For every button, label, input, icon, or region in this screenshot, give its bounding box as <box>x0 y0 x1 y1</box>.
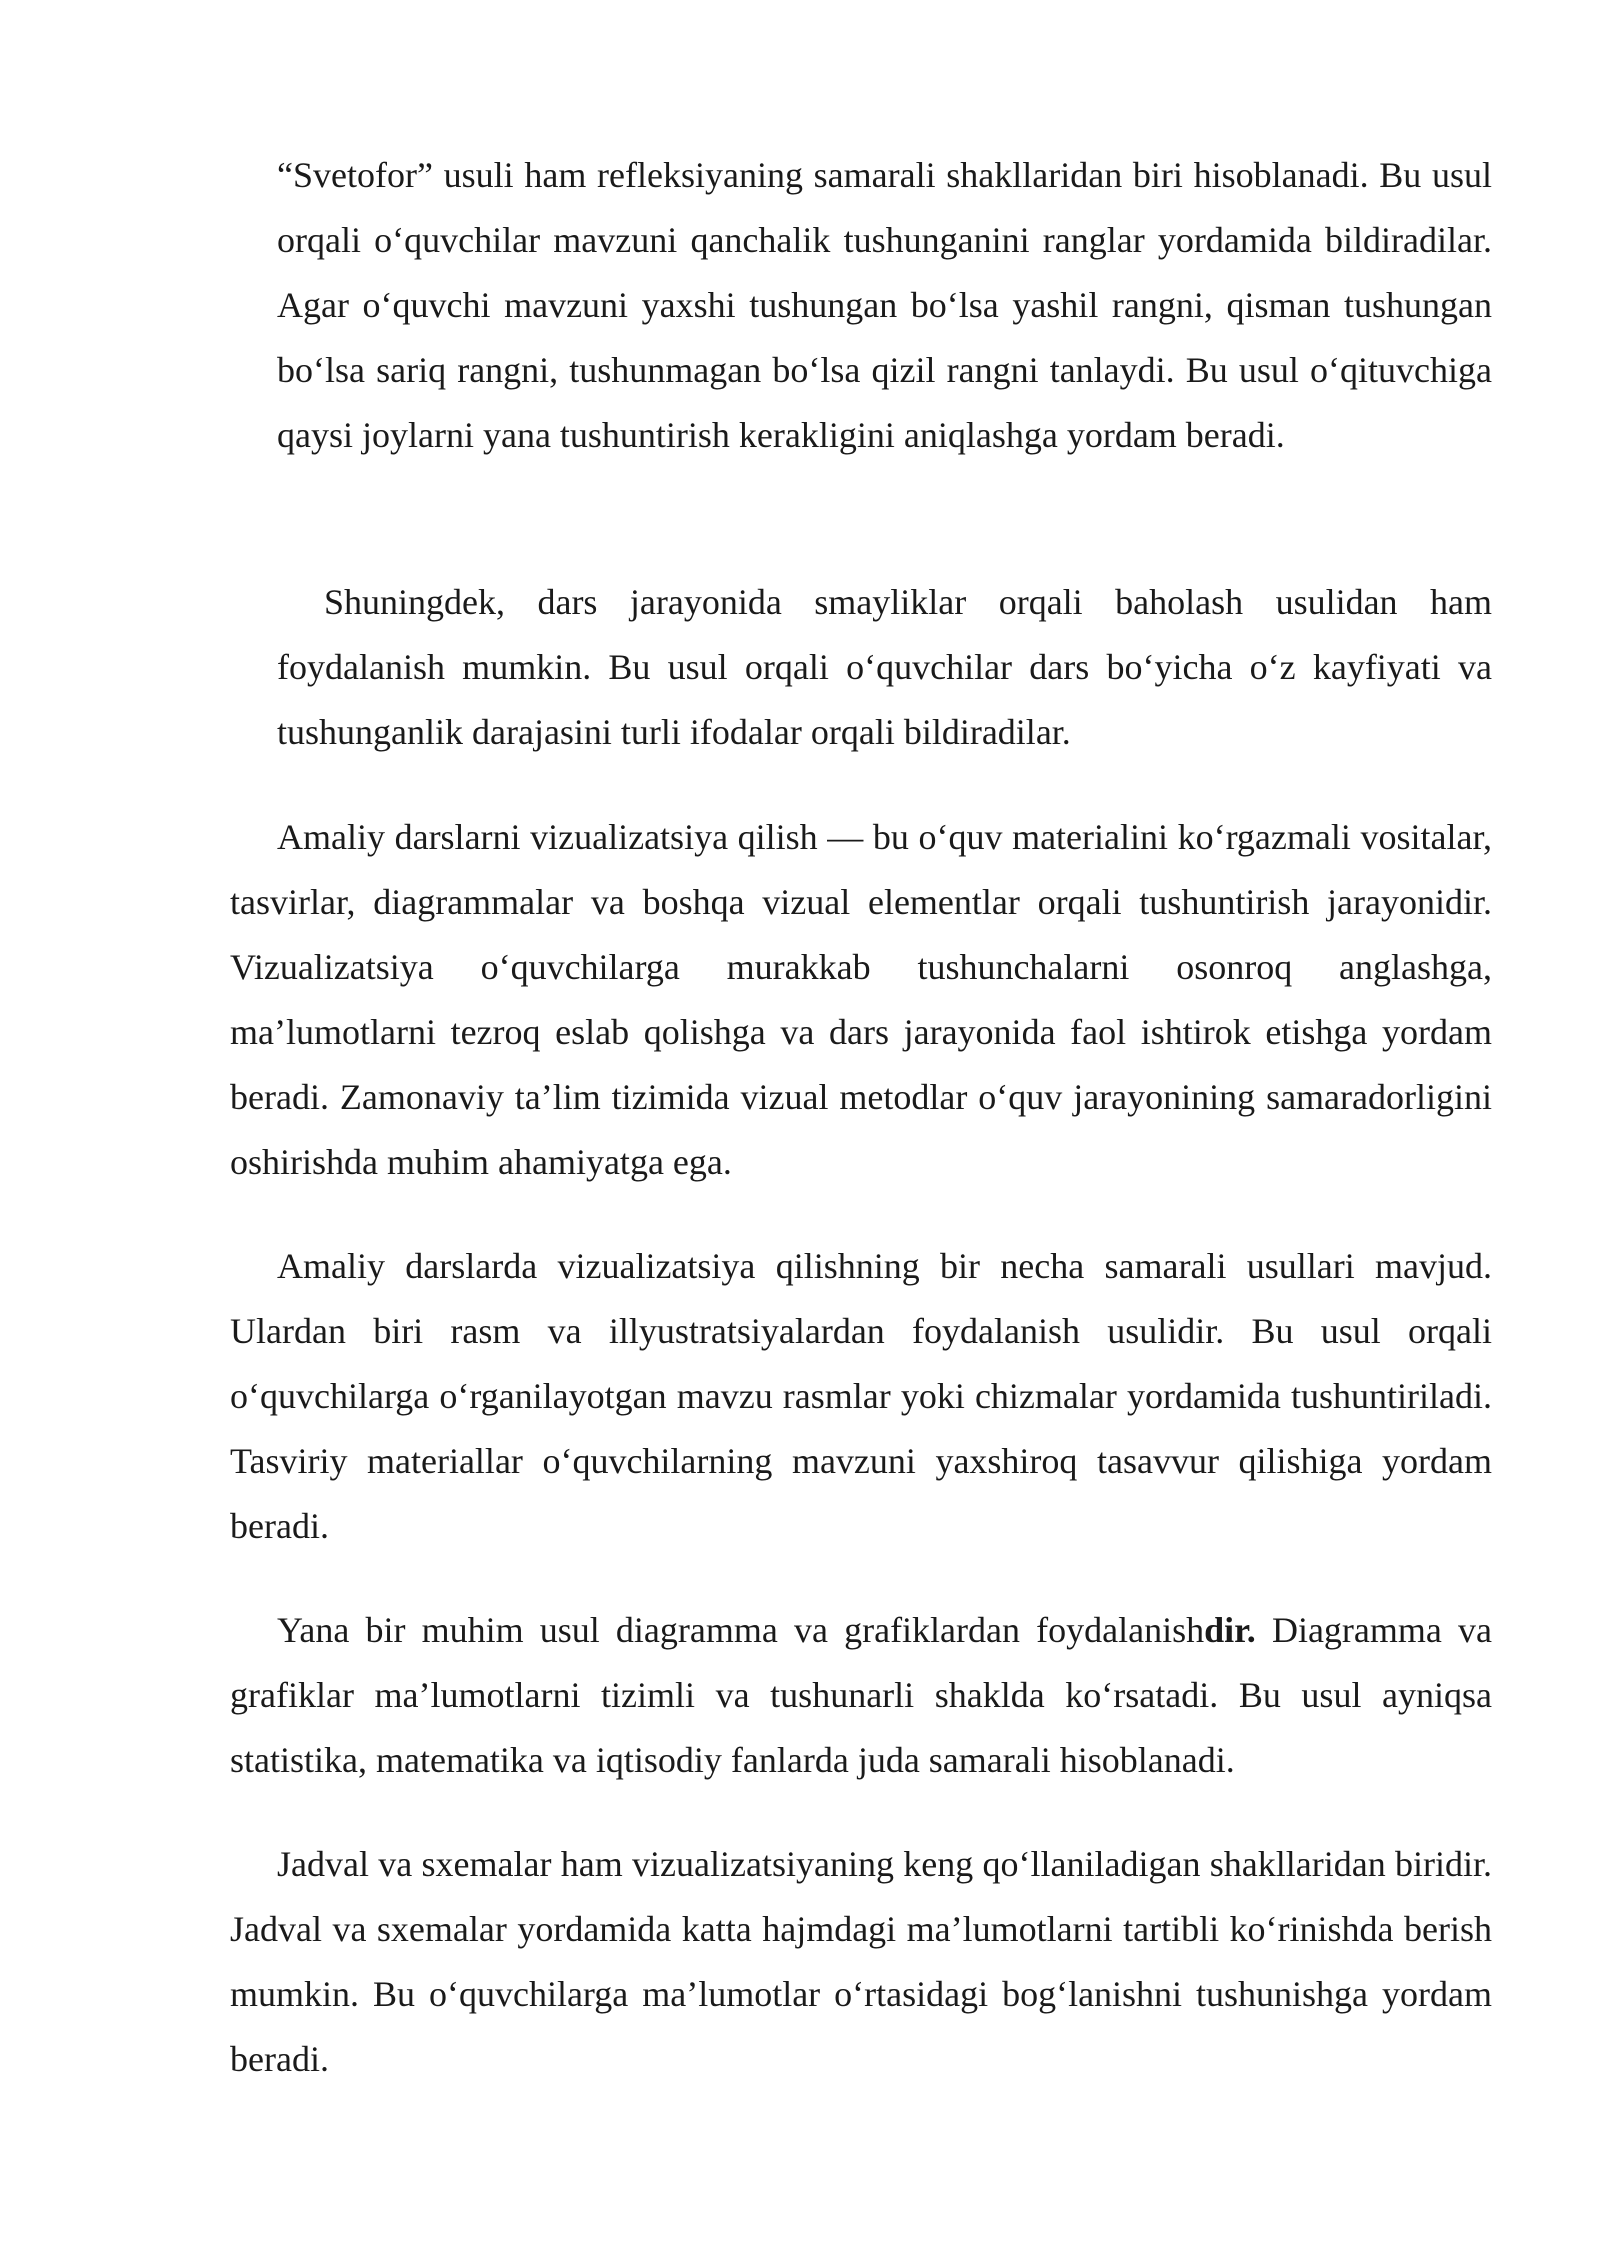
paragraph-text: “Svetofor” usuli ham refleksiyaning samarali shakllaridan biri hisoblanadi. Bu usul orqali o‘quvchilar mavzuni qanchalik tushunganini ranglar yordamida bildiradilar. Agar o‘quvchi mavzuni yaxshi tushungan bo‘lsa yashil rangni, qisman tushungan bo‘lsa sariq rangni, tushunmagan bo‘lsa qizil rangni tanlaydi. Bu usul o‘qituvchiga qaysi joylarni yana tushuntirish kerakligini aniqlashga yordam beradi. <box>277 155 1492 455</box>
paragraph-text: Shuningdek, dars jarayonida smayliklar orqali baholash usulidan ham foydalanish mumkin. Bu usul orqali o‘quvchilar dars bo‘yicha o‘z kayfiyati va tushunganlik darajasini turli ifodalar orqali bildiradilar. <box>277 582 1492 752</box>
paragraph-diagramma-usuli <box>230 1598 1492 1793</box>
paragraph-text <box>230 1598 1492 1793</box>
paragraph-text: Amaliy darslarda vizualizatsiya qilishning bir necha samarali usullari mavjud. Ulardan biri rasm va illyustratsiyalardan foydalanish usulidir. Bu usul orqali o‘quvchilarga o‘rganilayotgan mavzu rasmlar yoki chizmalar yordamida tushuntiriladi. Tasviriy materiallar o‘quvchilarning mavzuni yaxshiroq tasavvur qilishiga yordam beradi. <box>230 1246 1492 1546</box>
paragraph-svetofor <box>277 143 1492 468</box>
paragraph-text-start: Yana bir muhim usul diagramma va grafiklardan foydalanish <box>277 1610 1205 1650</box>
paragraph-smayliklar <box>277 570 1492 765</box>
paragraph-text: Jadval va sxemalar ham vizualizatsiyaning keng qo‘llaniladigan shakllaridan biridir. Jadval va sxemalar yordamida katta hajmdagi ma’lumotlarni tartibli ko‘rinishda berish mumkin. Bu o‘quvchilarga ma’lumotlar o‘rtasidagi bog‘lanishni tushunishga yordam beradi. <box>230 1844 1492 2079</box>
paragraph-jadval-usuli <box>230 1832 1492 2092</box>
paragraph-rasm-usuli <box>230 1234 1492 1559</box>
paragraph-vizualizatsiya-definition <box>230 805 1492 1195</box>
paragraph-text-bold: dir. <box>1204 1610 1256 1650</box>
paragraph-text: Amaliy darslarni vizualizatsiya qilish — bu o‘quv materialini ko‘rgazmali vositalar, tasvirlar, diagrammalar va boshqa vizual elementlar orqali tushuntirish jarayonidir. Vizualizatsiya o‘quvchilarga murakkab tushunchalarni osonroq anglashga, ma’lumotlarni tezroq eslab qolishga va dars jarayonida faol ishtirok etishga yordam beradi. Zamonaviy ta’lim tizimida vizual metodlar o‘quv jarayonining samaradorligini oshirishda muhim ahamiyatga ega. <box>230 817 1492 1182</box>
paragraph-text-end: Diagramma va grafiklar ma’lumotlarni tizimli va tushunarli shaklda ko‘rsatadi. Bu usul ayniqsa statistika, matematika va iqtisodiy fanlarda juda samarali hisoblanadi. <box>230 1610 1492 1780</box>
